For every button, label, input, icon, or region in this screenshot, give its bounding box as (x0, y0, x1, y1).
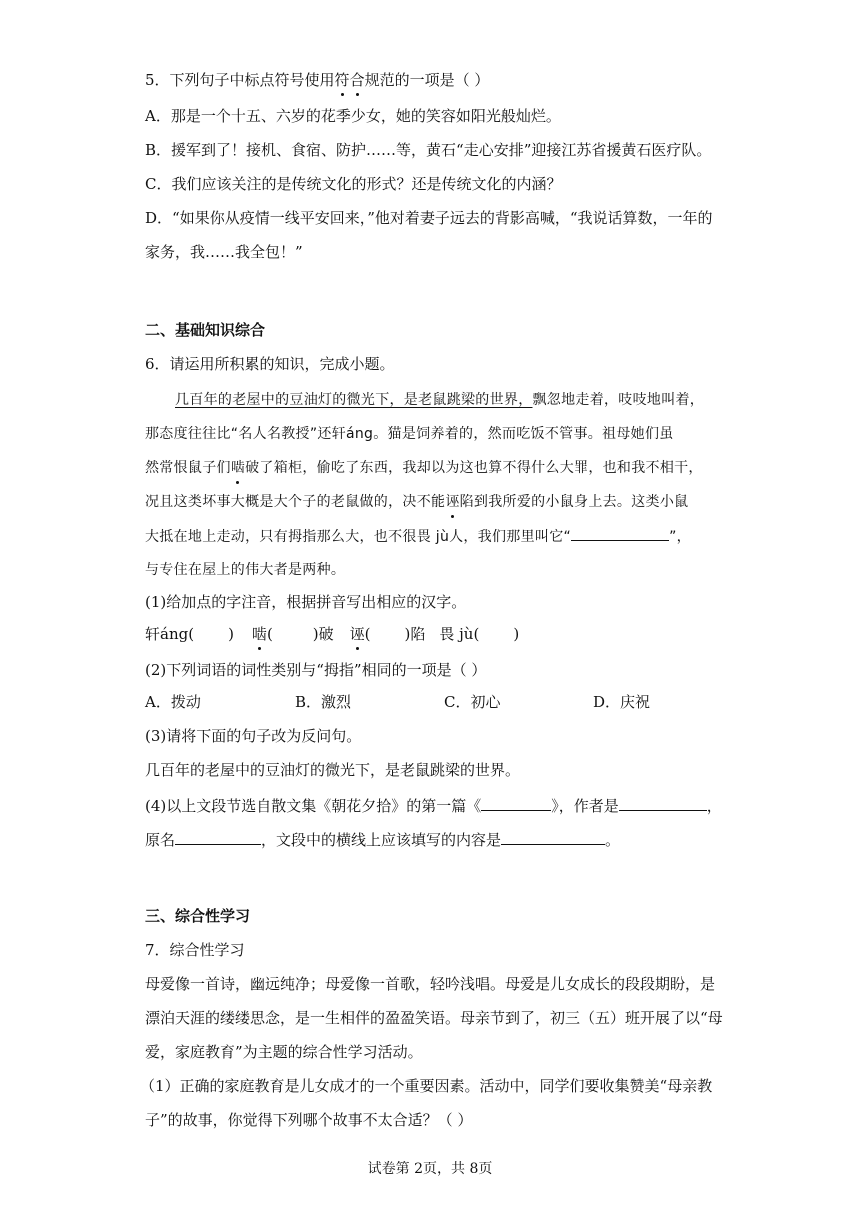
q6-stem: 6．请运用所积累的知识，完成小题。 (145, 355, 395, 373)
q7-stem: 7．综合性学习 (145, 941, 245, 959)
page-footer: 试卷第 2页，共 8页 (367, 1161, 493, 1177)
emphasis-dot-char: 啮 (230, 460, 246, 476)
q6-passage-line5: 大抵在地上走动，只有拇指那么大，也不很畏 jù人，我们那里叫它“ ”， (145, 526, 691, 547)
option-a[interactable]: A．拨动 (145, 693, 201, 711)
q6-passage-line2: 那态度往往比“名人名教授”还轩áng。猫是饲养着的，然而吃饭不管事。祖母她们虽 (145, 426, 674, 442)
q6-sub1-blanks: 轩áng( ) 啮( )破 诬( )陷 畏 jù( ) (145, 625, 520, 643)
q6-passage-line6: 与专住在屋上的伟大者是两种。 (145, 562, 346, 578)
answer-blank[interactable] (571, 526, 669, 541)
q5-option-d-line2: 家务，我……我全包！” (145, 243, 303, 261)
q7-passage-line1: 母爱像一首诗，幽远纯净；母爱像一首歌，轻吟浅唱。母爱是儿女成长的段段期盼，是 (145, 975, 716, 993)
q5-option-d-line1: D．“如果你从疫情一线平安回来，”他对着妻子远去的背影高喊，“我说话算数，一年的 (145, 209, 713, 227)
q5-option-a: A．那是一个十五、六岁的花季少女，她的笑容如阳光般灿烂。 (145, 107, 561, 125)
emphasis-dot-char: 合 (349, 71, 365, 89)
q6-sub1-stem: (1)给加点的字注音，根据拼音写出相应的汉字。 (145, 593, 467, 611)
option-b[interactable]: B．激烈 (295, 693, 352, 711)
q6-sub4-line1: (4)以上文段节选自散文集《朝花夕拾》的第一篇《 》，作者是 ， (145, 797, 722, 815)
q6-sub2-stem: (2)下列词语的词性类别与“拇指”相同的一项是（ ） (145, 661, 487, 679)
q7-sub1-line2: 子”的故事，你觉得下列哪个故事不太合适？（ ） (145, 1111, 473, 1129)
emphasis-dot-char: 诬 (445, 494, 460, 510)
q7-passage-line2: 漂泊天涯的缕缕思念，是一生相伴的盈盈笑语。母亲节到了，初三（五）班开展了以“母 (145, 1009, 723, 1027)
q6-sub4-line2: 原名 ，文段中的横线上应该填写的内容是 。 (145, 831, 621, 849)
q5-stem: 5．下列句子中标点符号使用符合规范的一项是（ ） (145, 71, 490, 89)
q6-passage-line4: 况且这类坏事大概是大个子的老鼠做的，决不能诬陷到我所爱的小鼠身上去。这类小鼠 (145, 494, 689, 510)
q5-option-c: C．我们应该关注的是传统文化的形式？还是传统文化的内涵？ (145, 175, 562, 193)
answer-blank[interactable] (481, 796, 551, 811)
q5-option-b: B．援军到了！接机、食宿、防护……等，黄石“走心安排”迎接江苏省援黄石医疗队。 (145, 141, 712, 159)
underlined-sentence: 几百年的老屋中的豆油灯的微光下，是老鼠跳梁的世界， (175, 392, 533, 408)
emphasis-dot-char: 啮 (251, 625, 267, 643)
option-d[interactable]: D．庆祝 (593, 693, 651, 711)
q7-sub1-line1: （1）正确的家庭教育是儿女成才的一个重要因素。活动中，同学们要收集赞美“母亲教 (140, 1077, 713, 1095)
section-title-2: 二、基础知识综合 (145, 321, 266, 339)
q6-passage-line3: 然常恨鼠子们啮破了箱柜，偷吃了东西，我却以为这也算不得什么大罪，也和我不相干， (145, 460, 703, 476)
q6-sub2-options (145, 692, 650, 712)
emphasis-dot-char: 符 (334, 71, 350, 89)
answer-blank[interactable] (175, 830, 261, 845)
answer-blank[interactable] (501, 830, 605, 845)
answer-blank[interactable] (619, 796, 707, 811)
option-c[interactable]: C．初心 (444, 693, 501, 711)
q6-sub3-sentence: 几百年的老屋中的豆油灯的微光下，是老鼠跳梁的世界。 (145, 761, 521, 779)
q6-sub3-stem: (3)请将下面的句子改为反问句。 (145, 727, 362, 745)
emphasis-dot-char: 诬 (349, 625, 365, 643)
q7-passage-line3: 爱，家庭教育”为主题的综合性学习活动。 (145, 1043, 423, 1061)
q6-passage-line1: 几百年的老屋中的豆油灯的微光下，是老鼠跳梁的世界，飘忽地走着，吱吱地叫着， (175, 392, 705, 408)
section-title-3: 三、综合性学习 (145, 907, 251, 925)
